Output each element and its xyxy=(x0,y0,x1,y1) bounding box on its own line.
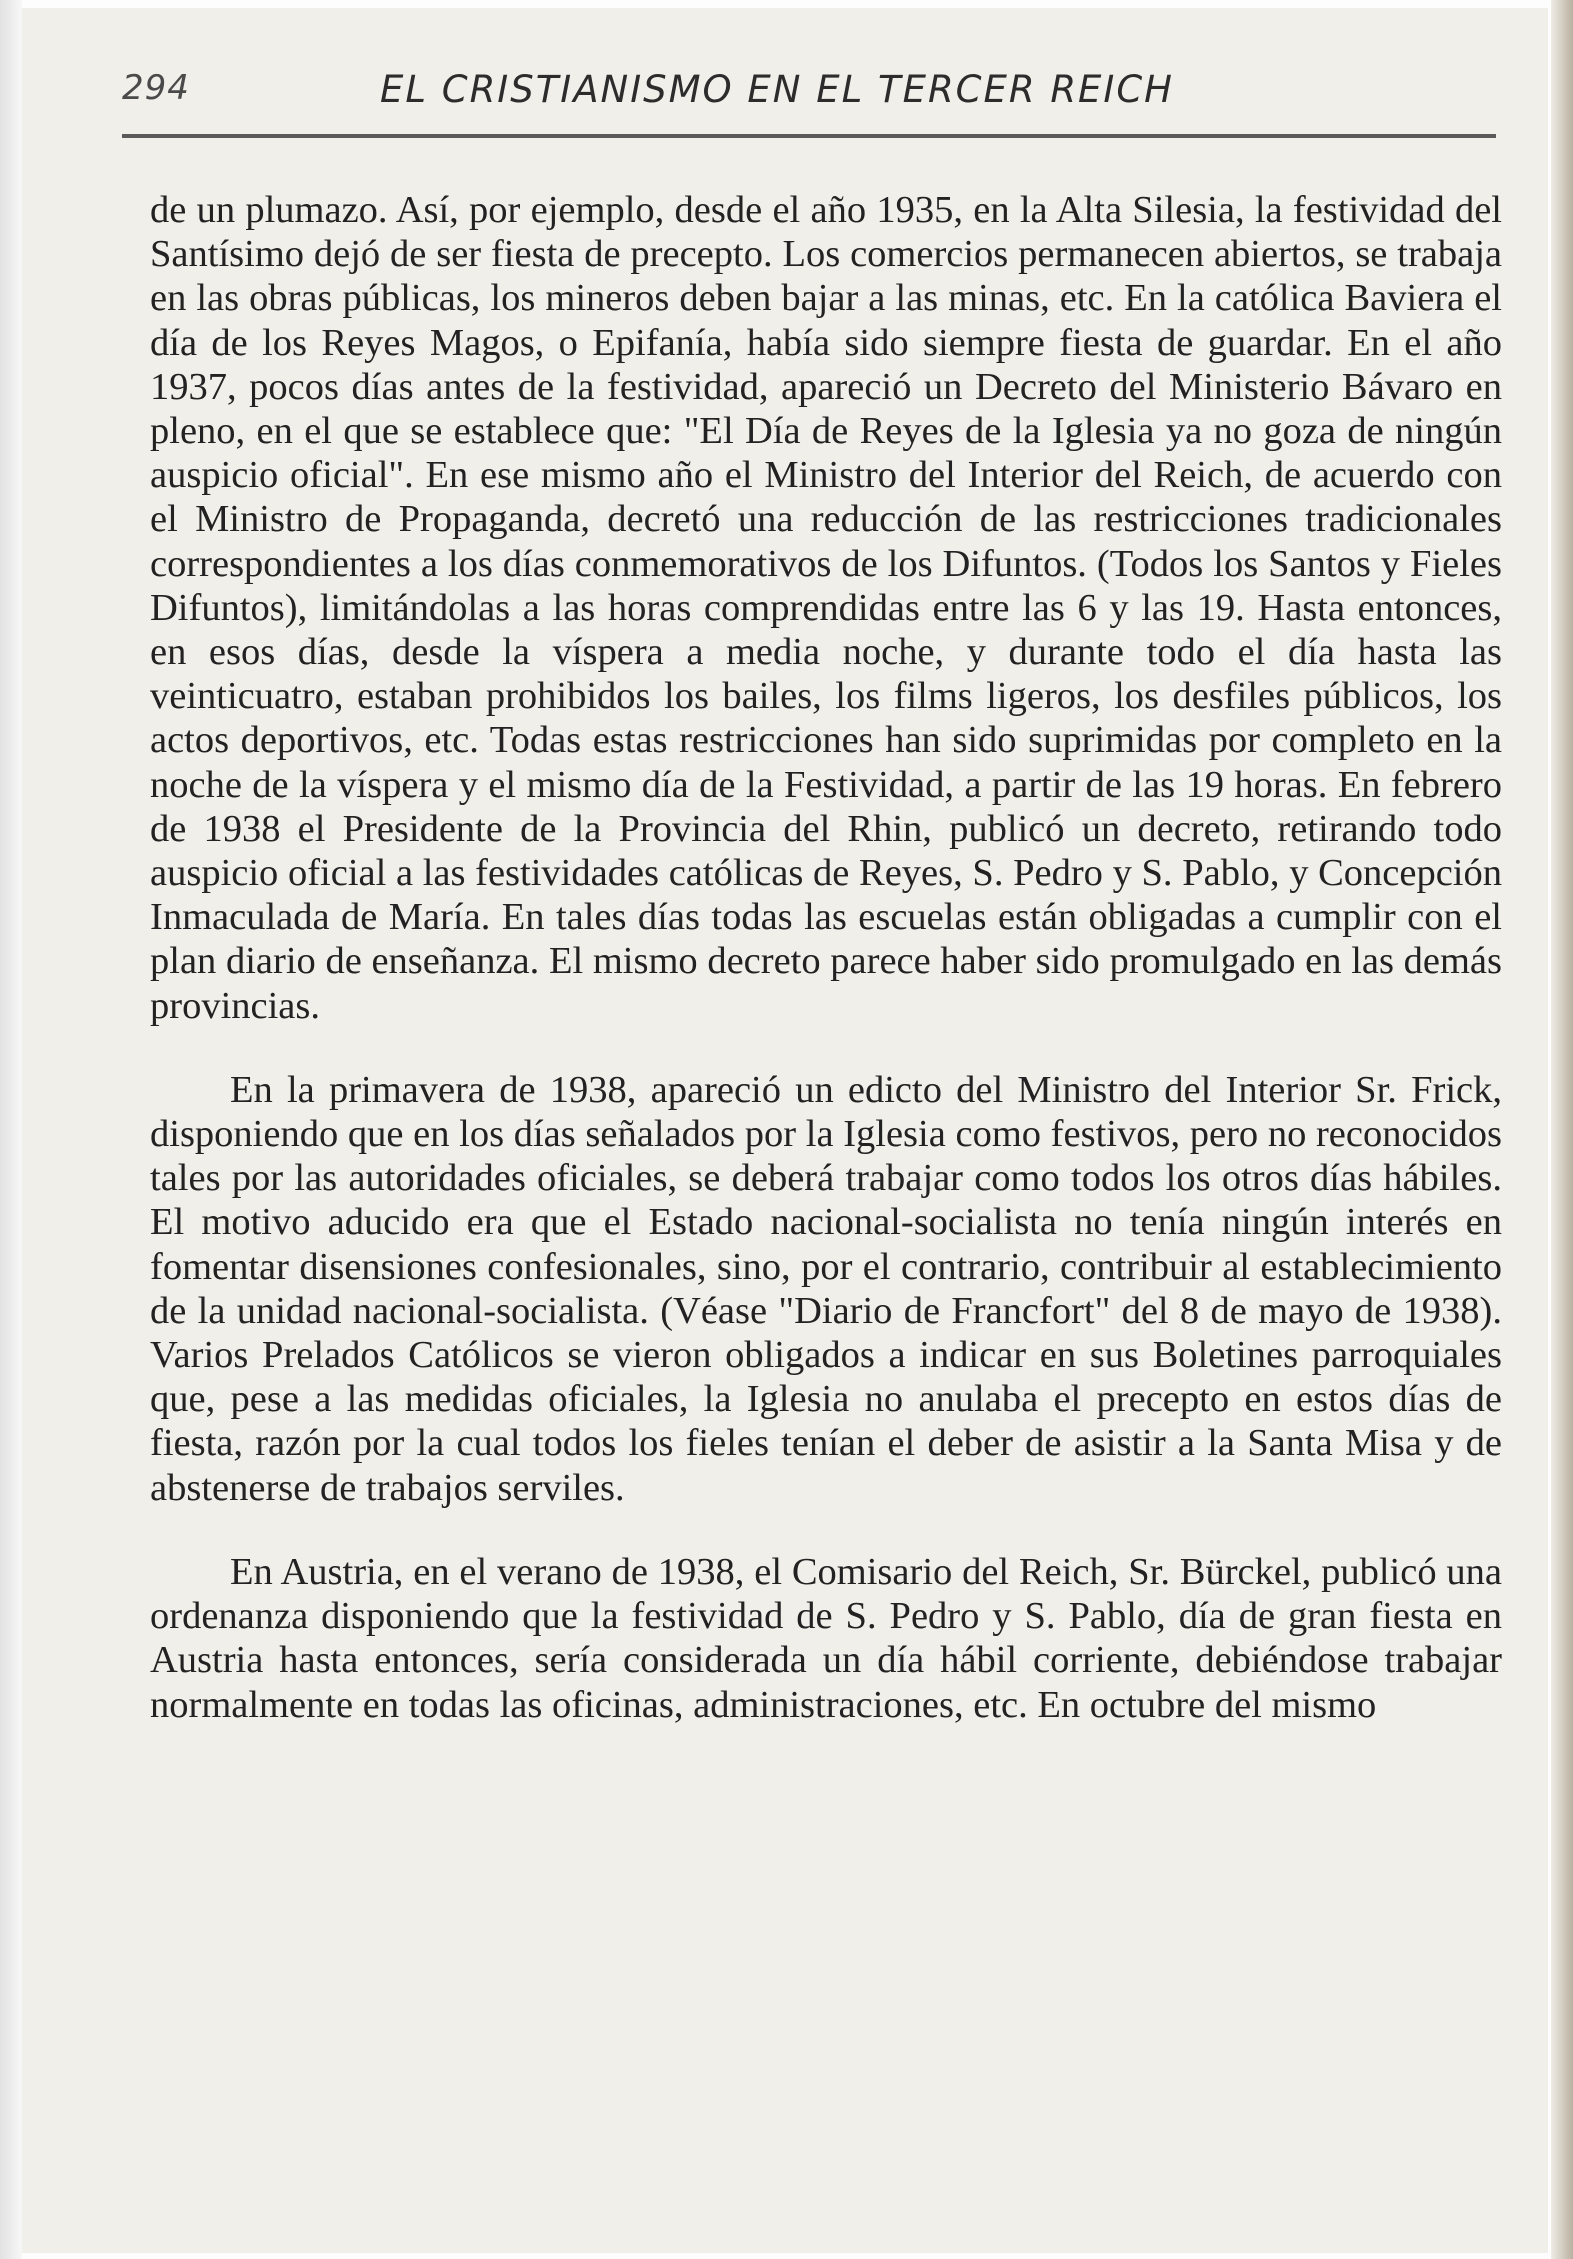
scan-left-shadow xyxy=(0,0,22,2259)
paragraph-1: de un plumazo. Así, por ejemplo, desde el año 1935, en la Alta Silesia, la festividad del Santísimo dejó de ser fiesta de precepto. Los comercios permanecen abiertos, se trabaja en las obras públicas, los mineros deben bajar a las minas, etc. En la católica Baviera el día de los Reyes Magos, o Epifanía, había sido siempre fiesta de guardar. En el año 1937, pocos días antes de la festividad, apareció un Decreto del Ministerio Bávaro en pleno, en el que se establece que: "El Día de Reyes de la Iglesia ya no goza de ningún auspicio oficial". En ese mismo año el Ministro del Interior del Reich, de acuerdo con el Ministro de Propaganda, decretó una reducción de las restricciones tradicionales correspondientes a los días conmemorativos de los Difuntos. (Todos los Santos y Fieles Difuntos), limitándolas a las horas comprendidas entre las 6 y las 19. Hasta entonces, en esos días, desde la víspera a media noche, y durante todo el día hasta las veinticuatro, estaban prohibidos los bailes, los films ligeros, los desfiles públicos, los actos deportivos, etc. Todas estas restricciones han sido suprimidas por completo en la noche de la víspera y el mismo día de la Festividad, a partir de las 19 horas. En febrero de 1938 el Presidente de la Provincia del Rhin, publicó un decreto, retirando todo auspicio oficial a las festividades católicas de Reyes, S. Pedro y S. Pablo, y Concepción Inmaculada de María. En tales días todas las escuelas están obligadas a cumplir con el plan diario de enseñanza. El mismo decreto parece haber sido promulgado en las demás provincias. xyxy=(150,189,1502,1027)
running-title: EL CRISTIANISMO EN EL TERCER REICH xyxy=(380,68,1174,111)
paragraph-2: En la primavera de 1938, apareció un edicto del Ministro del Interior Sr. Frick, disponiendo que en los días señalados por la Iglesia como festivos, pero no reconocidos tales por las autoridades oficiales, se deberá trabajar como todos los otros días hábiles. El motivo aducido era que el Estado nacional-socialista no tenía ningún interés en fomentar disensiones confesionales, sino, por el contrario, contribuir al establecimiento de la unidad nacional-socialista. (Véase "Diario de Francfort" del 8 de mayo de 1938). Varios Prelados Católicos se vieron obligados a indicar en sus Boletines parroquiales que, pese a las medidas oficiales, la Iglesia no anulaba el precepto en estos días de fiesta, razón por la cual todos los fieles tenían el deber de asistir a la Santa Misa y de abstenerse de trabajos serviles. xyxy=(150,1068,1502,1509)
paragraph-3: En Austria, en el verano de 1938, el Comisario del Reich, Sr. Bürckel, publicó una ordenanza disponiendo que la festividad de S. Pedro y S. Pablo, día de gran fiesta en Austria hasta entonces, sería considerada un día hábil corriente, debiéndose trabajar normalmente en todas las oficinas, administraciones, etc. En octubre del mismo xyxy=(150,1550,1502,1726)
page-edge xyxy=(1551,0,1573,2259)
paragraph-gap xyxy=(150,1510,1502,1550)
book-page xyxy=(22,8,1548,2253)
paragraph-gap xyxy=(150,1028,1502,1068)
page-number: 294 xyxy=(122,68,190,108)
header-rule xyxy=(122,134,1496,138)
page-header xyxy=(122,68,1502,128)
body-text xyxy=(150,188,1502,1727)
